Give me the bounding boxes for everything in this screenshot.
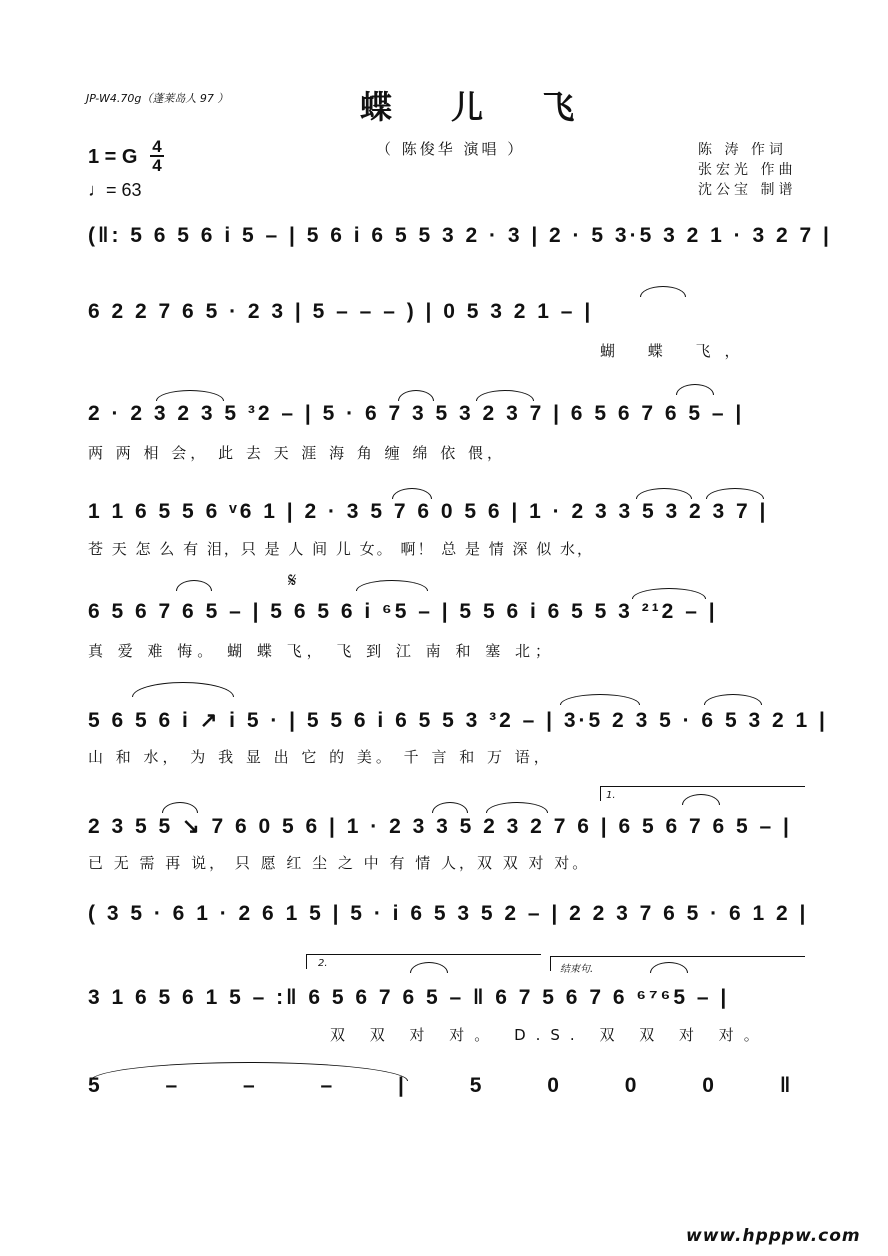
tie [398, 390, 434, 401]
notation-line-10: 5 – – – | 5 0 0 0 ‖ [88, 1074, 821, 1097]
segno-sign: 𝄋 [288, 568, 297, 592]
time-signature [149, 138, 165, 174]
time-signature-top: 4 [152, 137, 162, 156]
performer-note: （ 陈俊华 演唱 ） [376, 140, 526, 158]
tie [706, 488, 764, 499]
notation-line-6: 5 6 5 6 i ↗ i 5 · | 5 5 6 i 6 5 5 3 ³2 – | 3·5 2 3 5 · 6 5 3 2 1 | [88, 709, 828, 732]
tie [632, 588, 706, 599]
tie [176, 580, 212, 591]
time-signature-bottom: 4 [152, 156, 162, 175]
tie [486, 802, 548, 813]
tie [560, 694, 640, 705]
notation-line-7: 2 3 5 5 ↘ 7 6 0 5 6 | 1 · 2 3 3 5 2 3 2 7 6 | 6 5 6 7 6 5 – | [88, 815, 792, 838]
song-title: 蝶 儿 飞 [360, 88, 599, 126]
tie [132, 682, 234, 697]
lyrics-line-3: 两 两 相 会， 此 去 天 涯 海 角 缠 绵 依 偎， [88, 444, 506, 462]
first-ending-label: 1. [606, 790, 616, 801]
notation-line-8: ( 3 5 · 6 1 · 2 6 1 5 | 5 · i 6 5 3 5 2 – | 2 2 3 7 6 5 · 6 1 2 | [88, 902, 809, 925]
coda-label: 结束句. [560, 964, 594, 975]
lyrics-line-4: 苍 天 怎 么 有 泪，只 是 人 间 儿 女。 啊！ 总 是 情 深 似 水， [88, 540, 595, 558]
tie [476, 390, 534, 401]
tie [432, 802, 468, 813]
notation-line-1: (‖: 5 6 5 6 i 5 – | 5 6 i 6 5 5 3 2 · 3 | 2 · 5 3·5 3 2 1 · 3 2 7 | [88, 224, 832, 247]
website-watermark: www.hpppw.com [686, 1226, 861, 1246]
lyrics-line-7: 已 无 需 再 说， 只 愿 红 尘 之 中 有 情 人，双 双 对 对。 [88, 854, 591, 872]
source-note: JP-W4.70g（蓬莱岛人 97 ） [86, 92, 229, 105]
notation-line-2: 6 2 2 7 6 5 · 2 3 | 5 – – – ) | 0 5 3 2 1 – | [88, 300, 594, 323]
tempo-marking: ♩= 63 [88, 180, 142, 200]
tie [392, 488, 432, 499]
tie [356, 580, 428, 591]
lyrics-line-6: 山 和 水， 为 我 显 出 它 的 美。 千 言 和 万 语， [88, 748, 553, 766]
composer-credit: 张宏光 作曲 [698, 162, 797, 178]
key-signature: 1 = G [88, 146, 138, 168]
lyrics-line-9: 双 双 对 对。 D.S. 双 双 对 对。 [330, 1026, 769, 1044]
notation-line-4: 1 1 6 5 5 6 ᵛ6 1 | 2 · 3 5 7 6 0 5 6 | 1 · 2 3 3 5 3 2 3 7 | [88, 500, 769, 523]
tie [640, 286, 686, 297]
tie [704, 694, 762, 705]
lyrics-line-5: 真 爱 难 悔。 蝴 蝶 飞， 飞 到 江 南 和 塞 北； [88, 642, 555, 660]
tie [676, 384, 714, 395]
tie [156, 390, 224, 401]
second-ending-label: 2. [318, 958, 328, 969]
tie [162, 802, 198, 813]
notation-line-3: 2 · 2 3 2 3 5 ³2 – | 5 · 6 7 3 5 3 2 3 7 | 6 5 6 7 6 5 – | [88, 402, 745, 425]
credits [698, 140, 796, 200]
tie [636, 488, 692, 499]
notation-line-9: 3 1 6 5 6 1 5 – :‖ 6 5 6 7 6 5 – ‖ 6 7 5 6 7 6 ⁶⁷⁶5 – | [88, 986, 730, 1009]
notation-line-5: 6 5 6 7 6 5 – | 5 6 5 6 i ⁶5 – | 5 5 6 i 6 5 5 3 ²¹2 – | [88, 600, 718, 623]
lyrics-line-2: 蝴 蝶 飞， [600, 342, 754, 360]
arranger-credit: 沈公宝 制谱 [698, 182, 797, 198]
lyricist-credit: 陈 涛 作词 [698, 142, 787, 158]
